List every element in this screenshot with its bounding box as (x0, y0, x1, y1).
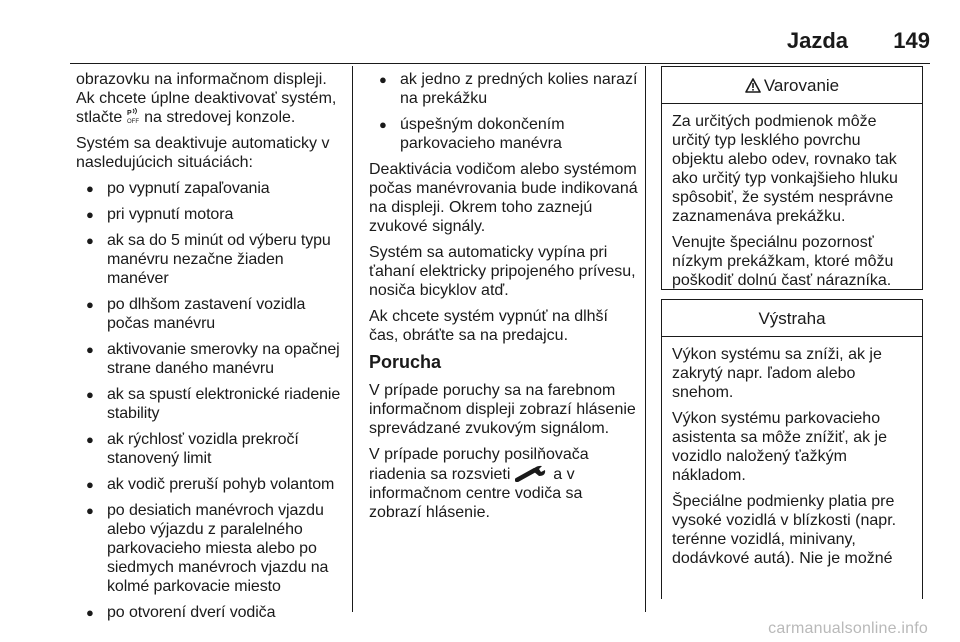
text-column-1 (76, 70, 346, 629)
page-number: 149 (893, 28, 930, 53)
caution-box (661, 299, 923, 599)
section-heading-fault: Porucha (369, 352, 442, 372)
list-item: ● po vypnutí zapaľovania (76, 179, 346, 198)
deactivation-list (76, 179, 346, 622)
warning-triangle-icon (745, 78, 761, 93)
warning-paragraph: Za určitých podmienok môže určitý typ lesklého povrchu objektu alebo odev, rovnako tak ako určitý typ vonkajšieho hluku spôsobiť, že systém nesprávne zaznamenáva prekážku. (672, 113, 898, 225)
list-item: ● po otvorení dverí vodiča (76, 603, 346, 622)
list-item: ● po desiatich manévroch vjazdu alebo výjazdu z paralelného parkovacieho miesta alebo po siedmych manévroch vjazdu na kolmé parkovacie miesto (76, 501, 346, 596)
list-item: ● po dlhšom zastavení vozidla počas manévru (76, 295, 346, 333)
parking-assist-off-icon (127, 108, 140, 124)
header-rule (70, 63, 930, 64)
text-column-2 (369, 70, 639, 529)
list-item: ● aktivovanie smerovky na opačnej strane daného manévru (76, 340, 346, 378)
caution-box-body (662, 337, 922, 577)
warning-box (661, 66, 923, 290)
warning-box-body (662, 104, 922, 299)
paragraph-driver-deactivation: Deaktivácia vodičom alebo systémom počas manévrovania bude indikovaná na displeji. Okrem toho zaznejú zvukové signály. (369, 161, 638, 235)
caution-box-title: Výstraha (758, 309, 826, 328)
deactivation-list-continued (369, 70, 639, 153)
paragraph-steering-fault: V prípade poruchy posilňovača riadenia sa rozsvieti a v informačnom centre vodiča sa zobrazí hlásenie. (369, 446, 589, 521)
svg-text:P: P (126, 110, 132, 117)
list-item: ● ak rýchlosť vozidla prekročí stanovený limit (76, 430, 346, 468)
warning-box-title: Varovanie (763, 76, 840, 95)
list-item: ● pri vypnutí motora (76, 205, 346, 224)
list-item: ● ak sa spustí elektronické riadenie stability (76, 385, 346, 423)
page-header (0, 22, 960, 62)
list-item: ● ak vodič preruší pohyb volantom (76, 475, 346, 494)
caution-paragraph: Výkon systému sa zníži, ak je zakrytý napr. ľadom alebo snehom. (672, 346, 882, 401)
list-item: ● úspešným dokončením parkovacieho manévra (369, 115, 639, 153)
svg-text:OFF: OFF (126, 119, 139, 124)
list-item: ● ak jedno z predných kolies narazí na prekážku (369, 70, 639, 108)
column-divider-2 (645, 66, 646, 612)
paragraph-deactivate: obrazovku na informačnom displeji. Ak chcete úplne deaktivovať systém, stlačte P OFF na stredovej konzole. (76, 71, 337, 126)
paragraph-dealer: Ak chcete systém vypnúť na dlhší čas, obráťte sa na predajcu. (369, 308, 608, 344)
caution-paragraph: Špeciálne podmienky platia pre vysoké vozidlá v blízkosti (napr. terénne vozidlá, minivany, dodávkové autá). Nie je možné (672, 493, 897, 567)
paragraph-fault-display: V prípade poruchy sa na farebnom informačnom displeji zobrazí hlásenie sprevádzané zvukovým signálom. (369, 382, 636, 437)
column-divider-1 (352, 66, 353, 612)
caution-box-header (662, 300, 922, 337)
warning-box-header (662, 67, 922, 104)
chapter-title: Jazda (786, 28, 848, 53)
caution-paragraph: Výkon systému parkovacieho asistenta sa môže znížiť, ak je vozidlo naložený ťažkým nákladom. (672, 410, 887, 484)
watermark: carmanualsonline.info (768, 620, 928, 637)
list-item: ● ak sa do 5 minút od výberu typu manévru nezačne žiaden manéver (76, 231, 346, 288)
paragraph-auto-deactivate: Systém sa deaktivuje automaticky v nasledujúcich situáciách: (76, 135, 330, 171)
wrench-icon (515, 464, 549, 482)
warning-paragraph: Venujte špeciálnu pozornosť nízkym prekážkam, ktoré môžu poškodiť dolnú časť nárazníka. (672, 234, 894, 289)
paragraph-trailer: Systém sa automaticky vypína pri ťahaní elektricky pripojeného prívesu, nosiča bicyklov atď. (369, 244, 636, 299)
